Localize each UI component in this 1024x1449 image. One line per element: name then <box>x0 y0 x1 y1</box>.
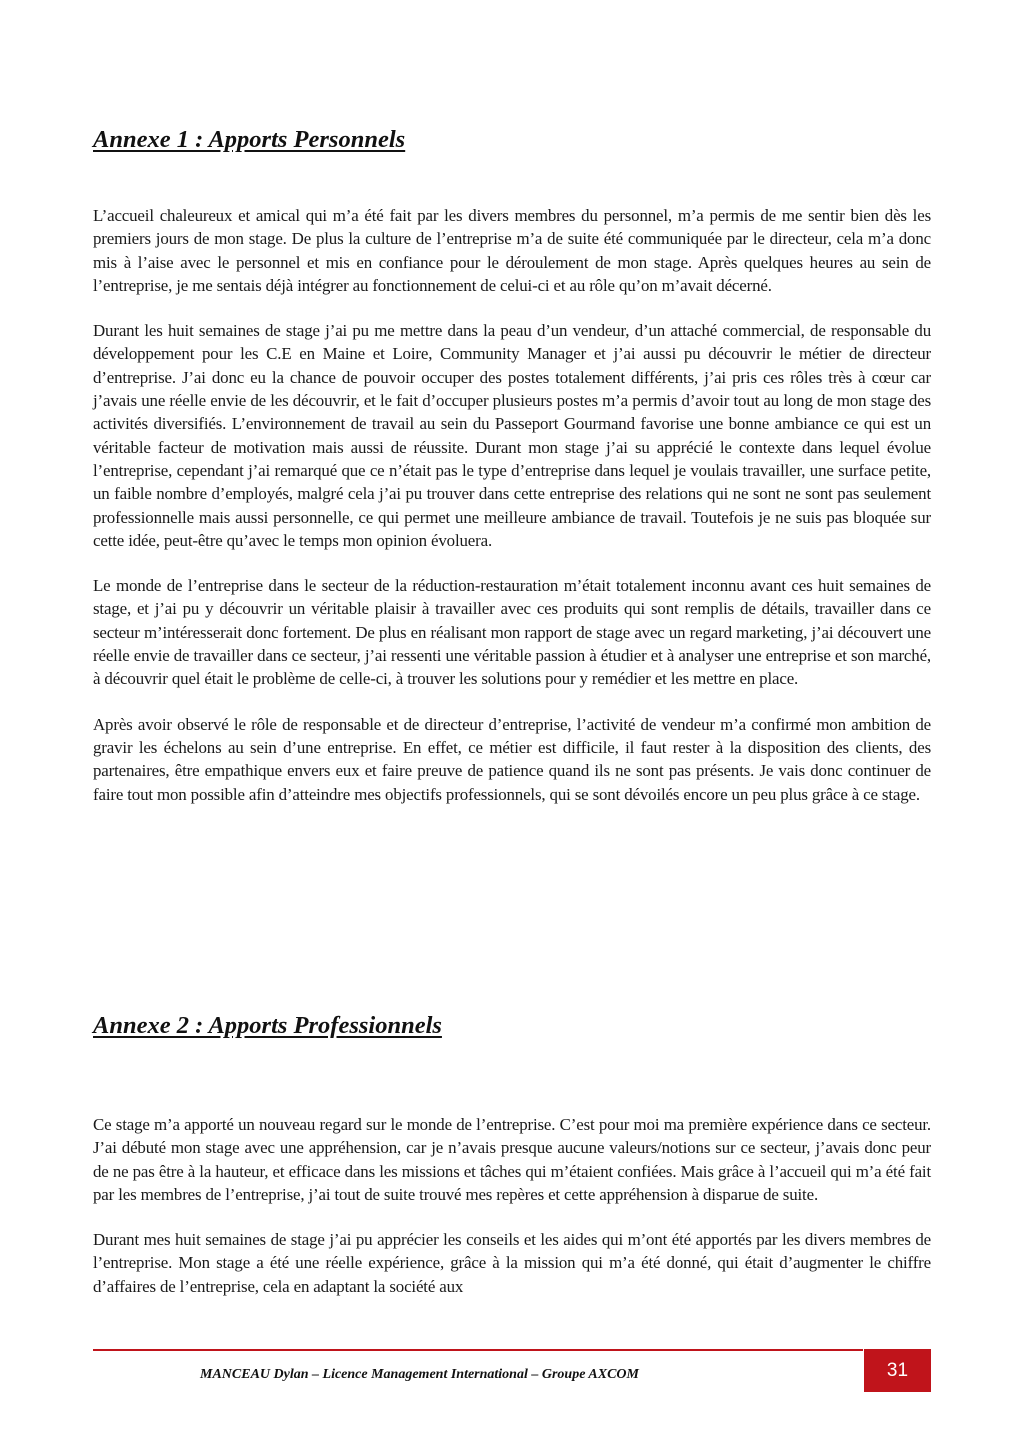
section-body-annexe-1 <box>93 204 931 828</box>
paragraph: Durant mes huit semaines de stage j’ai pu apprécier les conseils et les aides qui m’ont été apportés par les divers membres de l’entreprise. Mon stage a été une réelle expérience, grâce à la mission qui m’a été donné, qui était d’augmenter le chiffre d’affaires de l’entreprise, cela en adaptant la société aux <box>93 1230 931 1296</box>
page-number-badge: 31 <box>864 1349 931 1392</box>
paragraph: Ce stage m’a apporté un nouveau regard sur le monde de l’entreprise. C’est pour moi ma première expérience dans ce secteur. J’ai débuté mon stage avec une appréhension, car je n’avais presque aucune valeurs/notions sur ce secteur, j’avais donc peur de ne pas être à la hauteur, et efficace dans les missions et tâches qui m’étaient confiées. Mais grâce à l’accueil qui m’a été fait par les membres de l’entreprise, j’ai tout de suite trouvé mes repères et cette appréhension à disparue de suite. <box>93 1115 931 1204</box>
footer-divider <box>93 1349 863 1351</box>
section-title-annexe-2: Annexe 2 : Apports Professionnels <box>93 1012 442 1039</box>
paragraph: Le monde de l’entreprise dans le secteur de la réduction-restauration m’était totalement inconnu avant ces huit semaines de stage, et j’ai pu y découvrir un véritable plaisir à travailler avec ces produits qui sont remplis de détails, travailler dans ce secteur m’intéresserait donc fortement. De plus en réalisant mon rapport de stage avec un regard marketing, j’ai découvert une réelle envie de travailler dans ce secteur, j’ai ressenti une véritable passion à étudier et à analyser une entreprise et son marché, à découvrir quel était le problème de celle-ci, à trouver les solutions pour y remédier et les mettre en place. <box>93 576 931 689</box>
section-title-annexe-1: Annexe 1 : Apports Personnels <box>93 126 406 153</box>
section-body-annexe-2 <box>93 1113 931 1320</box>
footer-text: MANCEAU Dylan – Licence Management International – Groupe AXCOM <box>200 1367 639 1382</box>
paragraph: Après avoir observé le rôle de responsable et de directeur d’entreprise, l’activité de vendeur m’a confirmé mon ambition de gravir les échelons au sein d’une entreprise. En effet, ce métier est difficile, il faut rester à la disposition des clients, des partenaires, être empathique envers eux et faire preuve de patience quand ils ne sont pas présents. Je vais donc continuer de faire tout mon possible afin d’atteindre mes objectifs professionnels, qui se sont dévoilés encore un peu plus grâce à ce stage. <box>93 714 931 804</box>
paragraph: Durant les huit semaines de stage j’ai pu me mettre dans la peau d’un vendeur, d’un attaché commercial, de responsable du développement pour les C.E en Maine et Loire, Community Manager et j’ai aussi pu découvrir le métier de directeur d’entreprise. J’ai donc eu la chance de pouvoir occuper des postes totalement différents, j’ai pris ces rôles très à cœur car j’avais une réelle envie de les découvrir, et le fait d’occuper plusieurs postes m’a permis d’avoir tout au long de mon stage des activités diversifiés. L’environnement de travail au sein du Passeport Gourmand favorise une bonne ambiance ce qui est un véritable facteur de motivation mais aussi de réussite. Durant mon stage j’ai su apprécié le contexte dans lequel évolue l’entreprise, cependant j’ai remarqué que ce n’était pas le type d’entreprise dans lequel je voulais travailler, une surface petite, un faible nombre d’employés, malgré cela j’ai pu trouver dans cette entreprise des relations qui ne sont ne sont pas seulement professionnelle mais aussi personnelle, ce qui permet une meilleure ambiance de travail. Toutefois je ne suis pas bloquée sur cette idée, peut-être qu’avec le temps mon opinion évoluera. <box>93 321 931 550</box>
paragraph: L’accueil chaleureux et amical qui m’a été fait par les divers membres du personnel, m’a permis de me sentir bien dès les premiers jours de mon stage. De plus la culture de l’entreprise m’a de suite été communiquée par le directeur, cela m’a donc mis à l’aise avec le personnel et mis en confiance pour le déroulement de mon stage. Après quelques heures au sein de l’entreprise, je me sentais déjà intégrer au fonctionnement de celui-ci et au rôle qu’on m’avait décerné. <box>93 206 931 295</box>
